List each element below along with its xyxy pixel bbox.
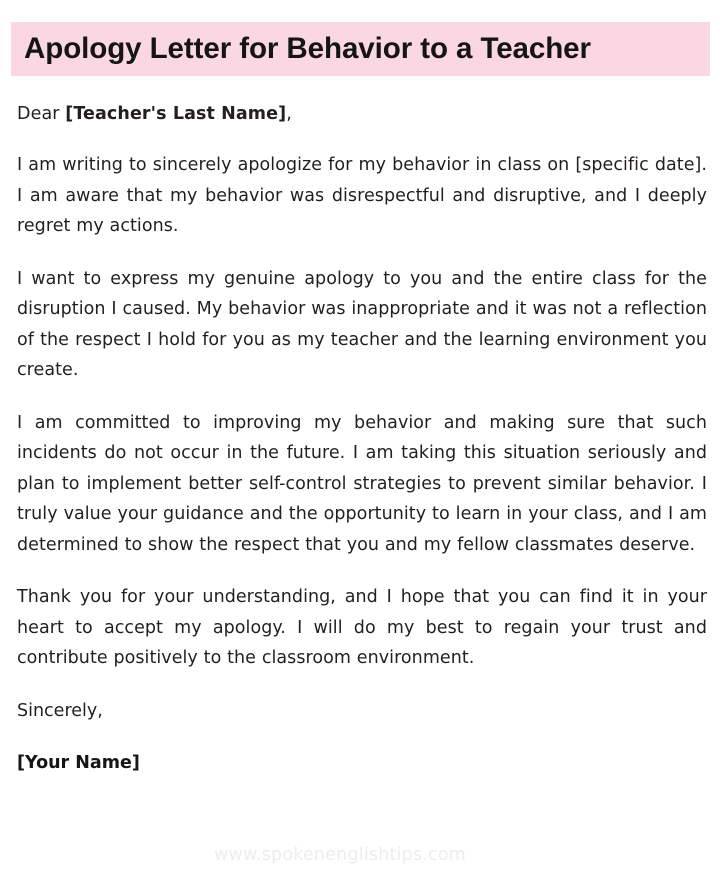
spacer (17, 242, 707, 264)
spacer (17, 129, 707, 150)
title-banner (11, 22, 710, 76)
page-title: Apology Letter for Behavior to a Teacher (24, 32, 591, 65)
spacer (17, 560, 707, 582)
salutation-greeting: Dear (17, 104, 66, 124)
spacer (17, 386, 707, 408)
spacer (17, 674, 707, 696)
teacher-name-placeholder: [Teacher's Last Name] (65, 104, 287, 124)
salutation-comma: , (286, 104, 292, 124)
salutation-line (17, 99, 707, 129)
paragraph-1: I am writing to sincerely apologize for my behavior in class on [specific date]. I am aware that my behavior was disrespectful and disruptive, and I deeply regret my actions. (17, 155, 707, 236)
paragraph-4: Thank you for your understanding, and I hope that you can find it in your heart to accept my apology. I will do my best to regain your trust and contribute positively to the classroom environment. (17, 587, 707, 668)
paragraph-2: I want to express my genuine apology to you and the entire class for the disruption I caused. My behavior was inappropriate and it was not a reflection of the respect I hold for you as my teacher and the learning environment you create. (17, 268, 707, 380)
paragraph-3: I am committed to improving my behavior and making sure that such incidents do not occur in the future. I am taking this situation seriously and plan to implement better self-control strategies to prevent similar behavior. I truly value your guidance and the opportunity to learn in your class, and I am determined to show the respect that you and my fellow classmates deserve. (17, 412, 707, 555)
letter-body (17, 99, 707, 778)
site-watermark: www.spokenenglishtips.com (214, 845, 466, 865)
signature-placeholder: [Your Name] (17, 752, 140, 773)
closing-line: Sincerely, (17, 700, 103, 721)
spacer (17, 726, 707, 748)
